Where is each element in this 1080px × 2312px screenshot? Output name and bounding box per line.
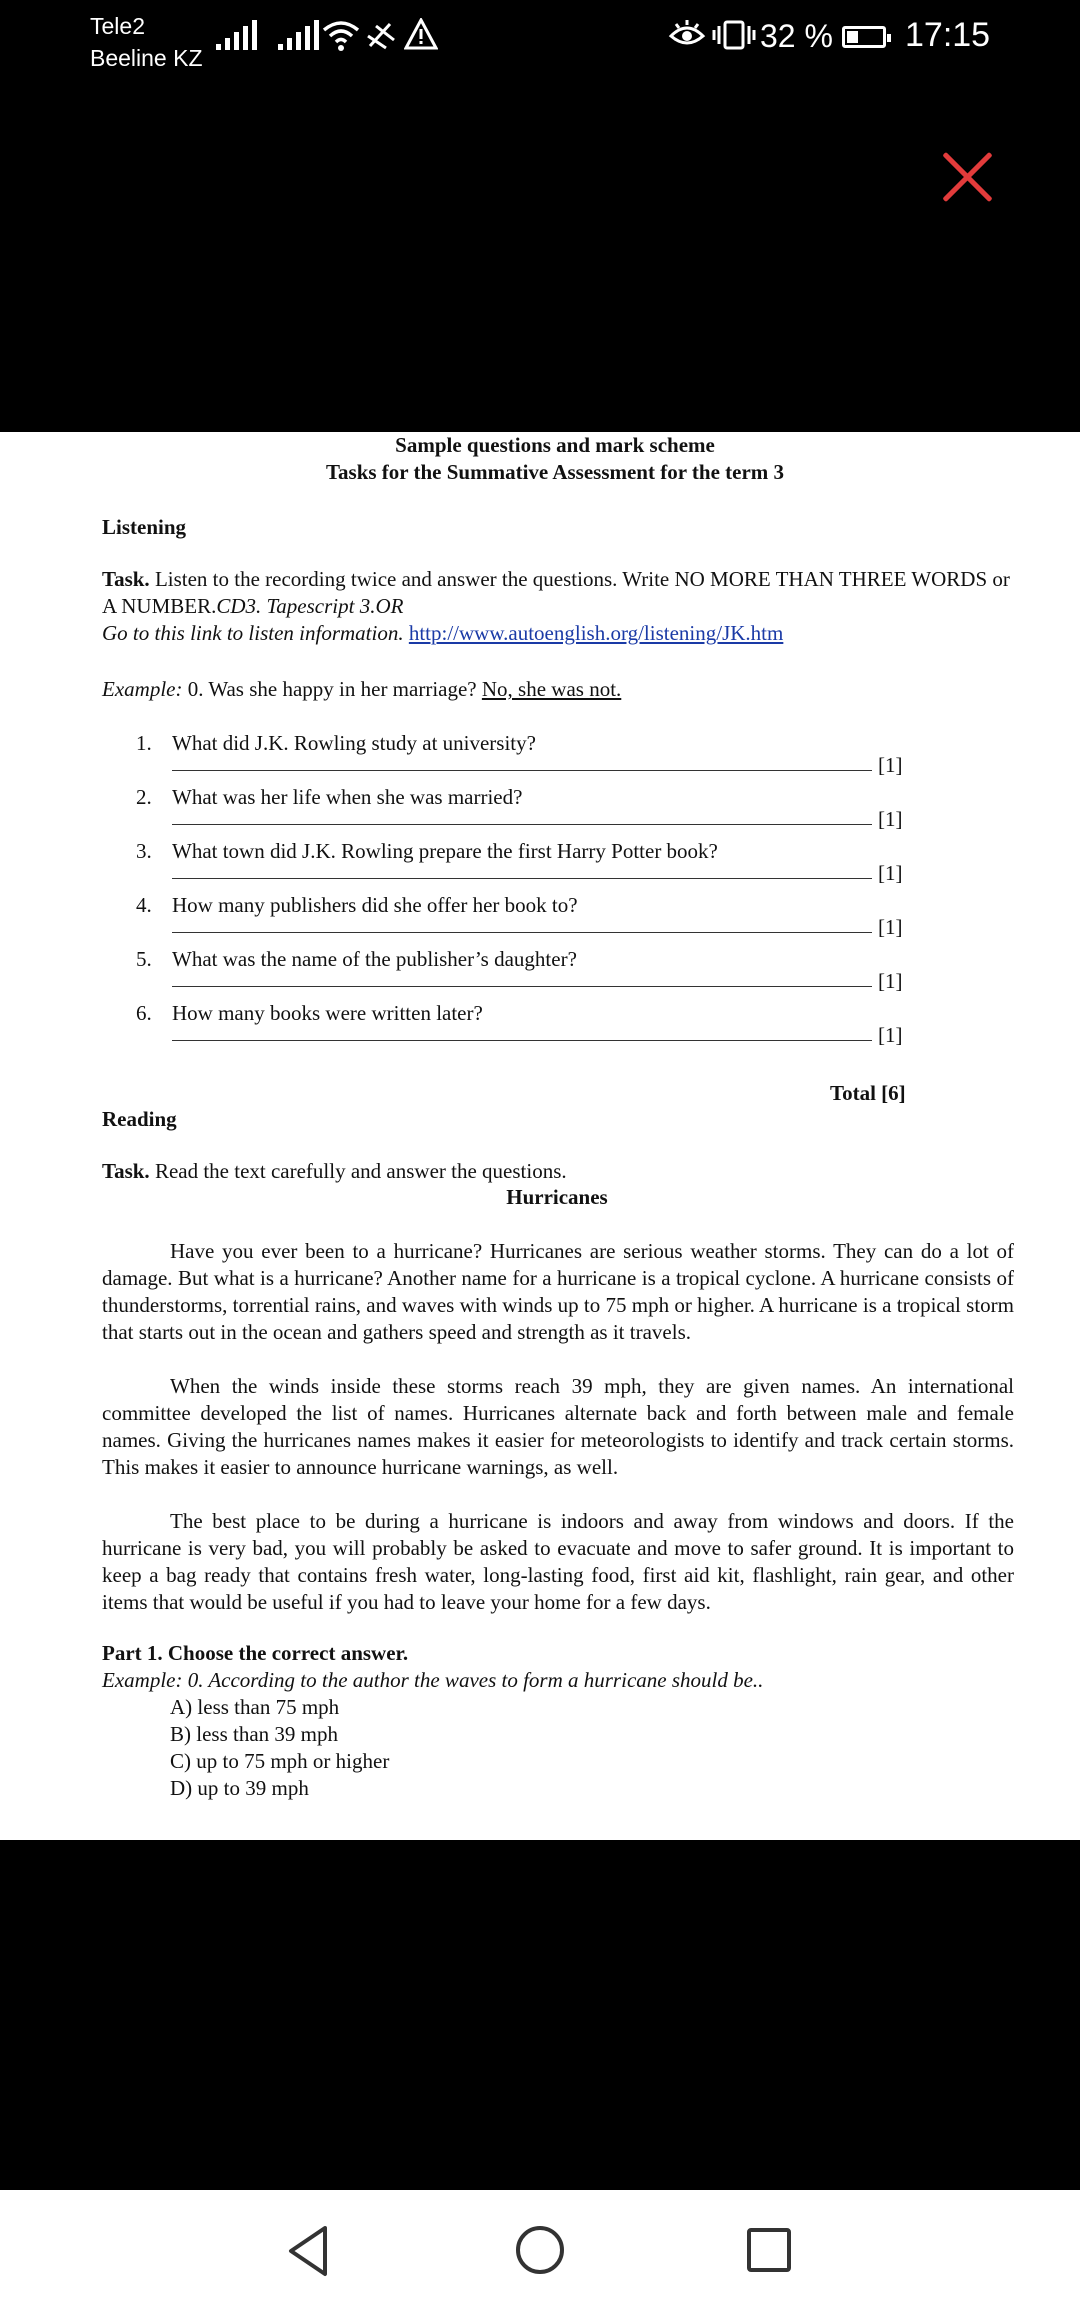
wifi-icon [322, 18, 360, 59]
warning-icon [404, 18, 438, 57]
signal-bars-icon [278, 20, 319, 50]
doc-title-1: Sample questions and mark scheme [395, 433, 715, 457]
recents-icon[interactable] [745, 2226, 793, 2274]
status-bar [0, 0, 1080, 80]
part1-example: Example: 0. According to the author the waves to form a hurricane should be.. [102, 1668, 764, 1692]
close-icon[interactable] [940, 150, 994, 204]
navigation-bar [0, 2190, 1080, 2312]
carrier-names [90, 10, 203, 74]
link-intro: Go to this link to listen information. [102, 621, 404, 645]
question-item: 5. What was the name of the publisher’s daughter? [1] [136, 947, 903, 993]
document-page [0, 432, 1080, 1840]
vibrate-icon [712, 18, 756, 59]
clock: 17:15 [905, 16, 991, 54]
link-line [102, 620, 1012, 647]
answer-line [172, 824, 872, 825]
answer-line [172, 986, 872, 987]
example-label: Example: [102, 677, 183, 701]
paragraph-3: The best place to be during a hurricane is indoors and away from windows and doors. If the hurricane is very bad, you will probably be asked to evacuate and move to safer ground. It is important to keep a bag ready that contains fresh water, long-lasting food, first aid kit, flashlight, rain gear, and other items that would be useful if you had to leave your home for a few days. [102, 1509, 1014, 1614]
question-item: 1. What did J.K. Rowling study at university? [1] [136, 731, 903, 777]
example-question: 0. Was she happy in her marriage? [182, 677, 482, 701]
answer-line [172, 878, 872, 879]
part1-heading: Part 1. Choose the correct answer. [102, 1641, 409, 1665]
question-item: 2. What was her life when she was married? [1] [136, 785, 903, 831]
option-b: B) less than 39 mph [170, 1722, 338, 1746]
battery-icon [842, 26, 886, 48]
question-item: 4. How many publishers did she offer her book to? [1] [136, 893, 903, 939]
task-label: Task. [102, 567, 150, 591]
option-d: D) up to 39 mph [170, 1776, 309, 1800]
text-title: Hurricanes [506, 1185, 608, 1209]
option-a: A) less than 75 mph [170, 1695, 340, 1719]
example-answer: No, she was not. [481, 677, 622, 701]
paragraph-1: Have you ever been to a hurricane? Hurricanes are serious weather storms. They can do a lot of damage. But what is a hurricane? Another name for a hurricane is a tropical cyclone. A hurricane consists of thunderstorms, torrential rains, and waves with winds up to 75 mph or higher. A hurricane is a tropical storm that starts out in the ocean and gathers speed and strength as it travels. [102, 1239, 1014, 1344]
section-reading: Reading [102, 1107, 177, 1131]
listening-link[interactable]: http://www.autoenglish.org/listening/JK.htm [408, 621, 784, 645]
battery-percent: 32 % [760, 18, 833, 54]
listening-task [102, 566, 1012, 620]
question-item: 3. What town did J.K. Rowling prepare the first Harry Potter book? [1] [136, 839, 903, 885]
answer-line [172, 932, 872, 933]
reading-task: Task. Read the text carefully and answer the questions. [102, 1159, 567, 1183]
signal-bars-icon [216, 20, 257, 50]
carrier-2: Beeline KZ [90, 45, 203, 71]
section-listening: Listening [102, 515, 187, 539]
doc-title-2: Tasks for the Summative Assessment for the term 3 [325, 460, 785, 484]
carrier-1: Tele2 [90, 13, 145, 39]
home-icon[interactable] [514, 2224, 566, 2276]
total-score: Total [6] [830, 1081, 906, 1105]
task-text: Listen to the recording twice and answer the questions. Write NO MORE THAN THREE WORDS or A NUMBER. [102, 567, 1010, 618]
answer-line [172, 770, 872, 771]
eye-comfort-icon [668, 18, 706, 59]
paragraph-2: When the winds inside these storms reach 39 mph, they are given names. An international committee developed the list of names. Hurricanes alternate back and forth between male and female names. Giving the hurricanes names makes it easier for meteorologists to identify and track certain storms. This makes it easier to announce hurricane warnings, as well. [102, 1374, 1014, 1479]
question-item: 6. How many books were written later? [1] [136, 1001, 903, 1047]
answer-line [172, 1040, 872, 1041]
satellite-icon [364, 18, 398, 59]
option-c: C) up to 75 mph or higher [170, 1749, 390, 1773]
example-line [102, 676, 1012, 703]
task-cd: CD3. Tapescript 3.OR [216, 594, 404, 618]
